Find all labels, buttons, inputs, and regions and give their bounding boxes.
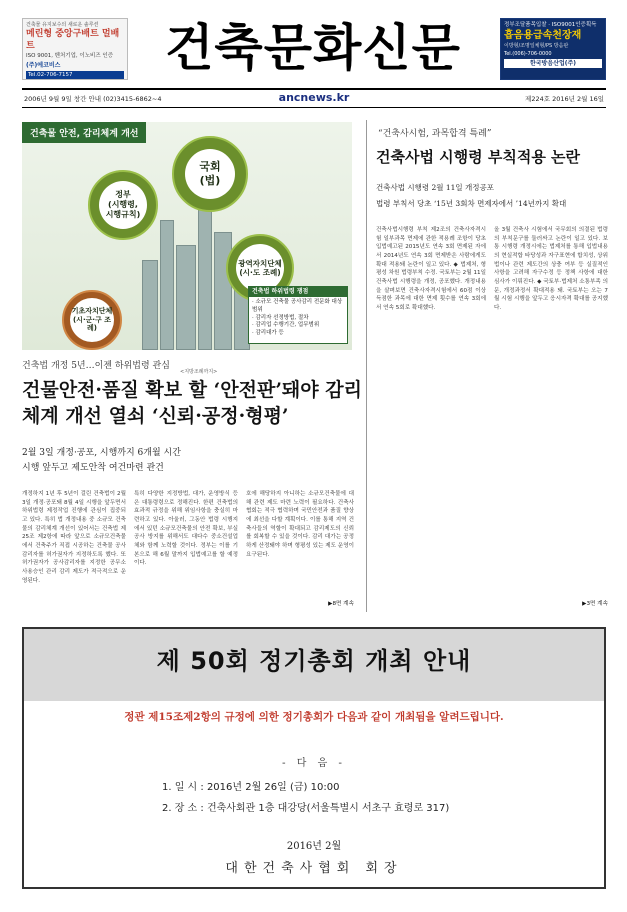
lead-sub-2: 시행 앞두고 제도안착 여건마련 관건: [22, 463, 164, 474]
notice-item-venue: 2. 장 소 : 건축사회관 1층 대강당(서울특별시 서초구 효령로 317): [162, 803, 450, 814]
notice-lead: 정관 제15조제2항의 규정에 의한 정기총회가 다음과 같이 개최됨을 알려드립니다.: [124, 711, 504, 723]
right-sub-1: 건축사법 시행령 2월 11일 개정공포: [376, 183, 495, 192]
ad-right[interactable]: [500, 18, 606, 80]
keypoint-item: · 감리대가 등: [252, 330, 284, 337]
lead-kicker: 건축법 개정 5년…이젠 하위법령 관심: [22, 361, 170, 371]
lead-subheadline: [22, 446, 352, 477]
ad-right-brand: 한국방음산업(주): [504, 59, 602, 68]
ad-left[interactable]: [22, 18, 128, 80]
ad-left-title: 메린형 중앙구배트 멀배트: [26, 29, 120, 51]
issue-number-date: 제224호 2016년 2월 16일: [525, 95, 604, 103]
newspaper-title: 건축문화신문: [165, 19, 461, 77]
right-continued[interactable]: ▶3면 계속: [582, 601, 608, 607]
founding-info: 2006년 9월 9일 창간 안내 (02)3415-6862~4: [24, 95, 162, 103]
issue-info-bar: [22, 88, 606, 108]
ad-right-title: 흡음용급속천장재: [504, 29, 582, 41]
lead-body-col-2: 특히 다양한 지정방법, 대가, 운영방식 등은 대통령령으로 정해진다. 한편 건축법의 효과적 규정을 위해 위임사항을 충실히 마련하고 있다. 아울러, 그동안 법령 시행지에서 있던 소규모건축물의 안전 확보, 부실공사 방지를 위해서도 대다수 중소건설업체와 함께 노력할 것이다. 정부는 이를 기본으로 해 6월 말까지 입법예고를 할 예정이다.: [134, 491, 238, 567]
illustration-banner: 건축물 안전, 감리체계 개선: [22, 122, 146, 143]
notice-label: - 다 음 -: [281, 758, 347, 769]
ad-right-tel: Tel.(006)-706-0000: [504, 50, 552, 57]
notice-item-datetime: 1. 일 시 : 2016년 2월 26일 (금) 10:00: [162, 782, 340, 793]
right-body-col-2: 올 3월 건축사 시험에서 국무회의 의결된 법령의 부칙문구를 둘러싸고 논란이 일고 있다. 보통 시행령 개정시에는 법제처를 통해 입법내용의 현실적합 타당성과 자구표현에 합치성, 상위법이나 관련 제도간의 상충 여부 등 실질적인 사항을 고려해 자구수정 등 정책 사항에 대한 심사가 이뤄진다. ◆ 국토부·법제처 소통부족 의문, 개정과정서 확대적용 돼. 국토부는 오는 7월 시험 시행을 앞두고 응시자격 확대를 공지했다.: [494, 227, 608, 311]
gear-local: [62, 290, 122, 350]
gear-label: 기초자치단체 (시·군·구 조례): [70, 298, 114, 342]
ad-left-tel: Tel.02-706-7157: [26, 71, 124, 80]
general-meeting-notice: [22, 627, 606, 889]
ad-right-sub: 이방형/조명일체형/PS 방음판: [504, 42, 569, 49]
gear-national-assembly: [172, 136, 248, 212]
site-link[interactable]: ancnews.kr: [278, 91, 350, 104]
ad-left-brand: (주)에코비스: [26, 61, 61, 69]
right-sub-2: 법령 부칙서 당초 ‘15년 3회차 면제자에서 ’14년까지 확대: [376, 198, 567, 208]
lead-illustration: [22, 122, 352, 350]
gear-label: 국회 (법): [185, 149, 235, 199]
keypoint-item: · 소규모 건축물 공사감리 전문화 대상 범위: [252, 299, 343, 314]
right-kicker: “건축사시험, 과목합격 특례”: [378, 129, 492, 139]
notice-date: 2016년 2월: [286, 841, 342, 852]
ad-left-sub: ISO 9001, 벤처기업, 이노비즈 인증: [26, 52, 114, 59]
lead-continued[interactable]: ▶8면 계속: [328, 601, 354, 607]
right-headline[interactable]: 건축사법 시행령 부칙적용 논란: [376, 148, 581, 166]
gear-label: 정부 (시행령, 시행규칙): [99, 181, 147, 229]
keypoint-item: · 감리자 선정방법, 절차: [252, 314, 309, 321]
lead-body-col-3: 호에 해당하지 아니하는 소규모건축물에 대해 관련 제도 마련 노력이 필요하다. 건축사협회는 적극 협력하며 국민안전과 품질 향상에 최선을 다할 계획이다. 이를 통해 지역 건축사들의 역할이 확대되고 감리제도의 신뢰를 회복할 수 있을 것이다. 감리 대가는 공정하게 산정돼야 하며 형평성 있는 제도 운영이 요구된다.: [246, 491, 354, 558]
keypoint-item: · 감리업 수행기간, 업무범위: [252, 322, 320, 329]
notice-items: [162, 777, 449, 819]
gear-label: 광역자치단체 (시·도 조례): [236, 244, 284, 292]
lead-sub-1: 2월 3일 개정·공포, 시행까지 6개월 시간: [22, 448, 181, 458]
keypoints-title: 건축법 하위법령 쟁점: [249, 287, 347, 297]
lead-headline[interactable]: 건물안전·품질 확보 할 ‘안전판’돼야 감리체계 개선 열쇠 ‘신뢰·공정·형평’: [22, 379, 362, 427]
notice-signature: 대한건축사협회 회장: [225, 861, 403, 876]
keypoints-box: [248, 286, 348, 344]
lead-body-col-1: 개정하지 1년 후 5년이 걸린 건축법이 2월 3일 개정·공포돼 8월 4일 시행을 앞두면서 하위법령 제정작업 진행에 관심이 집중되고 있다. 특히 법 개정내용 중 소규모 건축물의 감리체계 개선이 있어서는 건축법 제25조 제2항에 따라 앞으로 소규모건축물에서 건축주가 직접 시공하는 건축물 공사감리자를 허가권자가 지정하도록 했다. 또 허가권자가 공사감리자를 지정한 공무소 사용승인 관리 감리 제도가 적극적으로 운영된다.: [22, 491, 126, 584]
right-body-col-1: 건축사법시행령 부칙 제2조의 건축사자격시험 일부과목 면제에 관한 적용례 조항이 당초 입법예고된 2015년도 연속 3회 면제된 자에서 2014년도 연속 3회 면제받은 사람에게도 확대 적용돼 논란이 일고 있다. ◆ 법제처, 형평성 차원 법령부칙 수정. 국토부는 2월 11일 건축사법 시행령을 개정, 공포했다. 개정내용을 살펴보면 건축사자격시험에서 60점 이상 득점한 과목에 대한 면제 횟수를 연속 3회에서 연속 5회로 확대했다.: [376, 227, 486, 311]
column-divider: [366, 120, 367, 612]
ad-left-top: 건축물 유지보수의 새로운 솔루션: [26, 22, 99, 28]
lead-kicker-note: <지방조례까지>: [180, 369, 218, 375]
right-subheadline: [376, 180, 611, 212]
notice-title: 제 50회 정기총회 개최 안내: [156, 647, 472, 675]
ad-right-top: 정부조달품목입찰 · ISO9001인증획득: [504, 22, 597, 28]
gear-government: [88, 170, 158, 240]
